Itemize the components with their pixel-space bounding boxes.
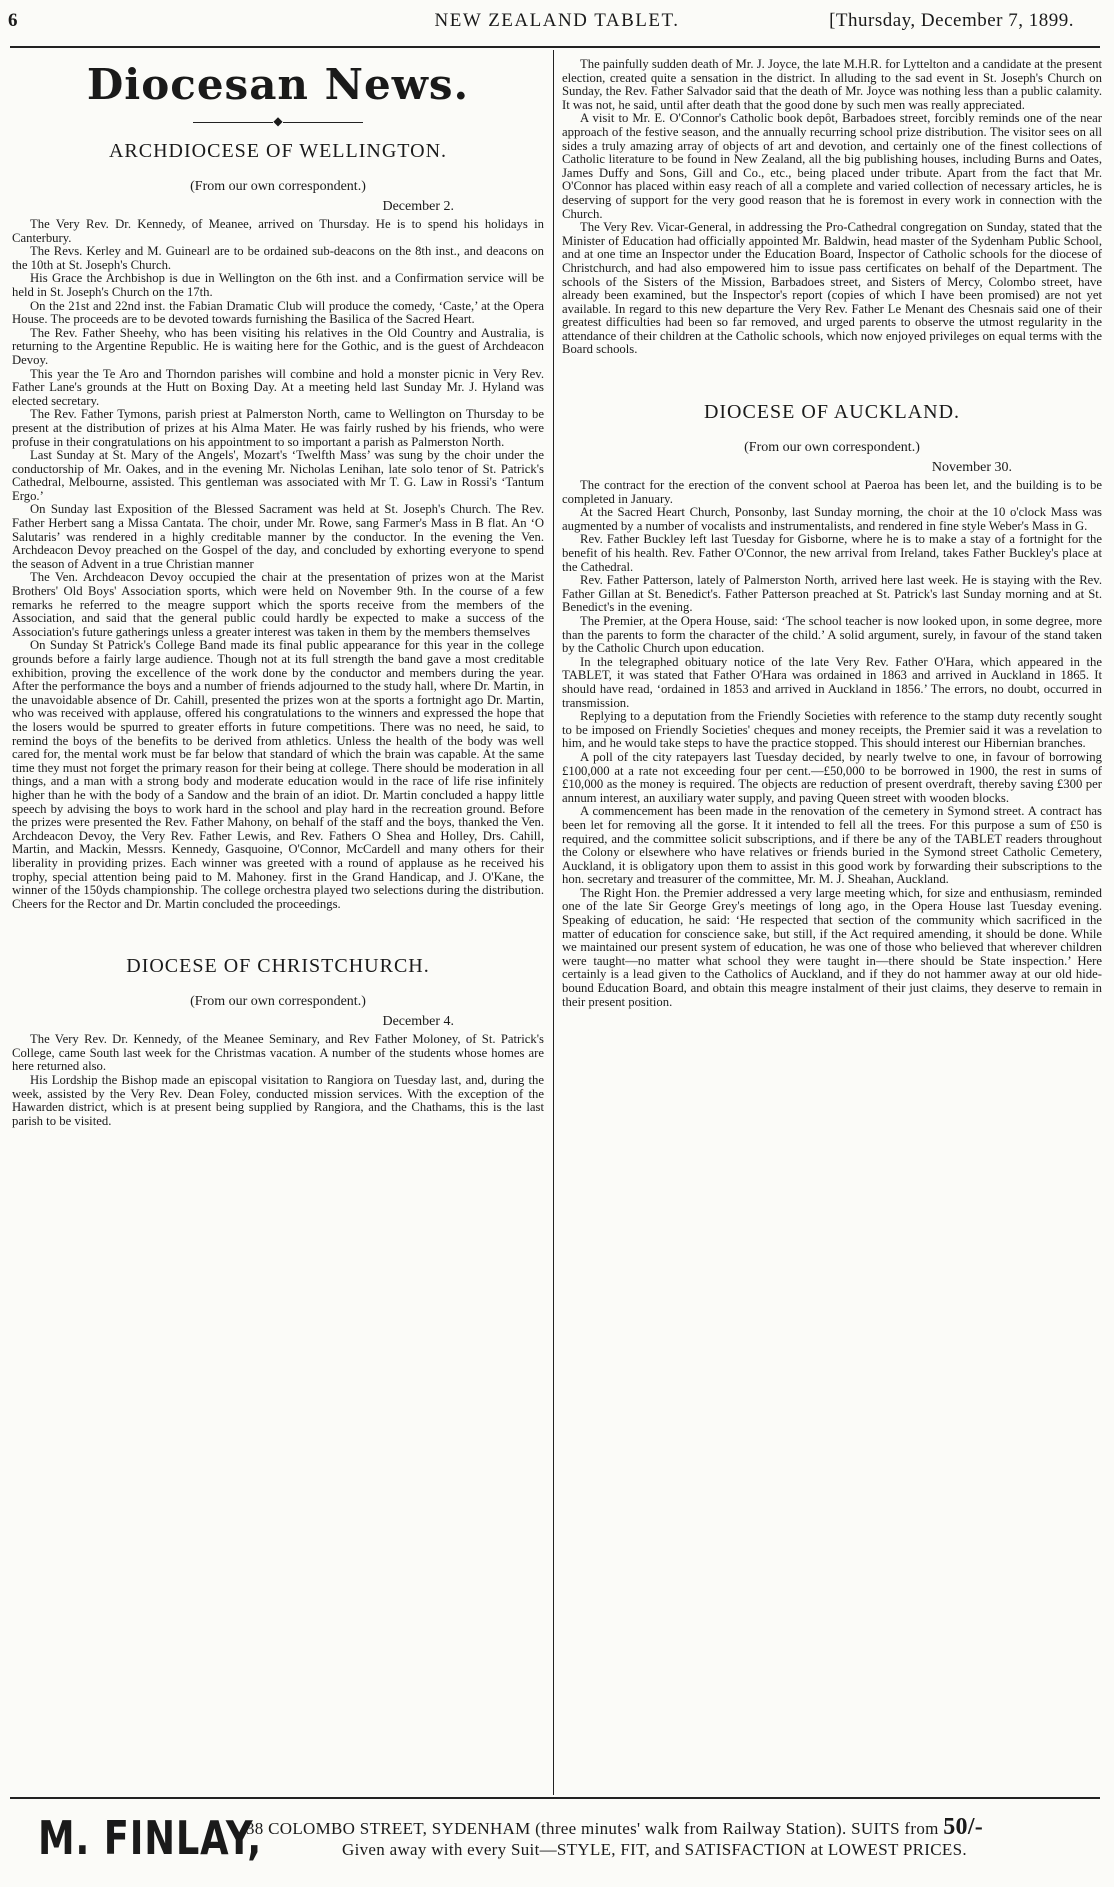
paragraph: A visit to Mr. E. O'Connor's Catholic book depôt, Barbadoes street, forcibly reminds one of the near approach of the festive season, and the annually recurring school prize distribution. The visitor sees on all sides a truly amazing array of objects of art and devotion, and certainly one of the finest collections of Catholic literature to be found in New Zealand, all the big publishing houses, including Burns and Oates, James Duffy and Sons, Gill and Co., etc., being placed under tribute. Apart from the fact that Mr. O'Connor has placed within easy reach of all a complete and varied collection of necessary articles, he is deserving of support for the very good reason that he is foremost in every work in connection with the Church. [562, 111, 1102, 221]
footer-rule [10, 1797, 1100, 1799]
byline-christchurch: (From our own correspondent.) [190, 994, 366, 1010]
header-rule [10, 46, 1100, 48]
running-header [0, 10, 1114, 40]
paragraph: On Sunday last Exposition of the Blessed Sacrament was held at St. Joseph's Church. The Rev. Father Herbert sang a Missa Cantata. The choir, under Mr. Rowe, sang Farmer's Mass in B flat. An ‘O Salutaris’ was rendered in a highly creditable manner by the conductor. In the evening the Ven. Archdeacon Devoy preached on the Gospel of the day, and concluded by exhorting everyone to spend the season of Advent in a true Christian manner [12, 502, 544, 571]
paragraph: The Rev. Father Sheehy, who has been visiting his relatives in the Old Country and Australia, is returning to the Argentine Republic. He is waiting here for the Gothic, and is the guest of Archdeacon Devoy. [12, 325, 544, 367]
byline-auckland: (From our own correspondent.) [744, 440, 920, 456]
paragraph: The Ven. Archdeacon Devoy occupied the chair at the presentation of prizes won at the Marist Brothers' Old Boys' Association sports, which were held on November 9th. In the course of a few remarks he referred to the meagre support which the sports receive from the members of the Association, and said that the general public could hardly be expected to make a success of the Association's future gatherings unless a greater interest was taken in them by the members themselves [12, 570, 544, 639]
paragraph: A poll of the city ratepayers last Tuesday decided, by nearly twelve to one, in favour of borrowing £100,000 at a rate not exceeding four per cent.—£50,000 to be borrowed in 1900, the rest in sums of £10,000 as the money is required. The objects are reduction of present overdraft, thereby saving £300 per annum interest, an auxiliary water supply, and paving Queen street with wooden blocks. [562, 749, 1102, 805]
dateline-auckland: November 30. [931, 460, 1012, 476]
paragraph: The Revs. Kerley and M. Guinearl are to be ordained sub-deacons on the 8th inst., and deacons on the 10th at St. Joseph's Church. [12, 244, 544, 272]
paper-title: NEW ZEALAND TABLET. [434, 10, 680, 31]
heading-christchurch: DIOCESE OF CHRISTCHURCH. [126, 955, 430, 978]
right-column [562, 58, 1102, 1790]
paragraph: The Right Hon. the Premier addressed a very large meeting which, for size and enthusiasm, reminded one of the late Sir George Grey's meetings of long ago, in the Opera House last Tuesday evening. Speaking of education, he said: ‘He respected that section of the community which sacrificed in the matter of education for conscience sake, but still, if the Act required amending, it should be done. While we maintained our present system of education, he was one of those who believed that wherever children were taught—no matter what school they were taught in—there should be State inspection.’ Here certainly is a lead given to the Catholics of Auckland, and if they do not hammer away at our old hide-bound Education Board, and obtain this meagre instalment of their just claims, they deserve to remain in their present position. [562, 885, 1102, 1009]
paragraph: In the telegraphed obituary notice of the late Very Rev. Father O'Hara, which appeared in the TABLET, it was stated that Father O'Hara was ordained in 1863 and arrived in Auckland in 1865. It should have read, ‘ordained in 1853 and arrived in Auckland in 1856.’ The errors, no doubt, occurred in transmission. [562, 654, 1102, 710]
section-masthead: Diocesan News. [86, 60, 470, 109]
dateline-christchurch: December 4. [382, 1014, 454, 1030]
paragraph: This year the Te Aro and Thorndon parishes will combine and hold a monster picnic in Very Rev. Father Lane's grounds at the Hutt on Boxing Day. At a meeting held last Sunday Mr. J. Hyland was elected secretary. [12, 366, 544, 408]
paragraph: Replying to a deputation from the Friendly Societies with reference to the stamp duty recently sought to be imposed on Friendly Societies' cheques and money receipts, the Premier said it was a revelation to him, and he would take steps to have the practice stopped. This should interest our Hibernian branches. [562, 709, 1102, 751]
paragraph: Rev. Father Patterson, lately of Palmerston North, arrived here last week. He is staying with the Rev. Father Gillan at St. Benedict's. Father Patterson preached at St. Patrick's last Sunday morning and at St. Benedict's in the evening. [562, 573, 1102, 615]
paragraph: Last Sunday at St. Mary of the Angels', Mozart's ‘Twelfth Mass’ was sung by the choir under the conductorship of Mr. Oakes, and in the evening Mr. Nicholas Lenihan, late solo tenor of St. Patrick's Cathedral, Melbourne, assisted. This gentleman was associated with Mr T. G. Law in Rossi's ‘Tantum Ergo.’ [12, 448, 544, 503]
byline-wellington: (From our own correspondent.) [190, 179, 366, 194]
paragraph: His Grace the Archbishop is due in Wellington on the 6th inst. and a Confirmation service will be held in St. Joseph's Church on the 17th. [12, 271, 544, 299]
left-column [12, 58, 544, 1790]
paragraph: The Very Rev. Vicar-General, in addressing the Pro-Cathedral congregation on Sunday, stated that the Minister of Education had officially appointed Mr. Baldwin, head master of the Sydenham Public School, and at one time an Inspector under the Education Board, Inspector of Catholic schools for the diocese of Christchurch, and had also empowered him to issue pass certificates on behalf of the Department. The schools of the Sisters of the Mission, Barbadoes street, and Sisters of Mercy, Colombo street, have already been examined, but the Inspector's report (copies of which I have been promised) are not yet available. In regard to this new departure the Very Rev. Father Le Menant des Chesnais said one of their greatest difficulties had been so far removed, and urged parents to observe the utmost regularity in the attendance of their children at the Catholic schools, which now enjoyed privileges on equal terms with the Board schools. [562, 220, 1102, 357]
paragraph: A commencement has been made in the renovation of the cemetery in Symond street. A contract has been let for removing all the gorse. It it intended to fell all the trees. For this purpose a sum of £50 is required, and the committee solicit subscriptions, and if there be any of the TABLET readers throughout the Colony or elsewhere who have relatives or friends buried in the Symond street Catholic Cemetery, Auckland, it is obligatory upon them to assist in this good work by forwarding their subscriptions to the hon. secretary and treasurer of the committee, Mr. M. J. Sheahan, Auckland. [562, 804, 1102, 887]
paragraph: The Rev. Father Tymons, parish priest at Palmerston North, came to Wellington on Thursday to be present at the distribution of prizes at his Alma Mater. He was fairly rushed by his friends, who were profuse in their congratulations on his appointment to so important a parish as Palmerston North. [12, 407, 544, 449]
paragraph: At the Sacred Heart Church, Ponsonby, last Sunday morning, the choir at the 10 o'clock Mass was augmented by a number of vocalists and instrumentalists, and rendered in fine style Weber's Mass in G. [562, 505, 1102, 533]
paragraph: The painfully sudden death of Mr. J. Joyce, the late M.H.R. for Lyttelton and a candidate at the present election, created quite a sensation in the district. In alluding to the sad event in St. Joseph's Church on Sunday, the Rev. Father Salvador said that the death of Mr. Joyce was nothing less than a public calamity. It was not, he said, until after death that the good done by such men was really appreciated. [562, 58, 1102, 112]
paragraph: The contract for the erection of the convent school at Paeroa has been let, and the building is to be completed in January. [562, 478, 1102, 506]
paragraph: His Lordship the Bishop made an episcopal visitation to Rangiora on Tuesday last, and, during the week, assisted by the Very Rev. Dean Foley, conducted mission services. With the exception of the Hawarden district, which is at present being supplied by Rangiora, and the Chathams, this is the last parish to be visited. [12, 1073, 544, 1128]
ad-tagline: Given away with every Suit—STYLE, FIT, and SATISFACTION at LOWEST PRICES. [342, 1840, 967, 1859]
dateline-wellington: December 2. [382, 199, 454, 214]
heading-wellington: ARCHDIOCESE OF WELLINGTON. [108, 140, 448, 162]
issue-date: [Thursday, December 7, 1899. [829, 10, 1074, 31]
heading-auckland: DIOCESE OF AUCKLAND. [703, 401, 961, 424]
paragraph: The Premier, at the Opera House, said: ‘The school teacher is now looked upon, in some degree, more than the parents to form the character of the child.’ A solid argument, surely, in favour of the stand taken by the Catholic Church upon education. [562, 614, 1102, 656]
paragraph: The Very Rev. Dr. Kennedy, of Meanee, arrived on Thursday. He is to spend his holidays in Canterbury. [12, 217, 544, 245]
ad-address-line [246, 1814, 983, 1841]
paragraph: The Very Rev. Dr. Kennedy, of the Meanee Seminary, and Rev Father Moloney, of St. Patrick's College, came South last week for the Christmas vacation. A number of the students whose homes are here returned also. [12, 1032, 544, 1074]
paragraph: On Sunday St Patrick's College Band made its final public appearance for this year in the college grounds before a fairly large audience. Though not at its full strength the band gave a most creditable exhibition, proving the excellence of the work done by the conductor and members during the year. After the performance the boys and a number of friends adjourned to the study hall, where Dr. Martin, in the unavoidable absence of Dr. Cahill, presented the prizes won at the sports a fortnight ago Dr. Martin, who was received with applause, offered his congratulations to the winners and expressed the hope that the losers would be spurred to greater efforts in future competitions. There was no need, he said, to remind the boys of the benefits to be derived from athletics. Unless the health of the body was well cared for, the mental work must be far below that standard of which the brain was capable. At the same time they must not forget the primary reason for their being at college. There should be moderation in all things, and a man with a strong body and moderate education would in the race of life rise infinitely higher than he with the body of a Sandow and the brain of an idiot. Dr. Martin concluded a happy little speech by advising the boys to work hard in the school and play hard in the recreation ground. Before the prizes were presented the Rev. Father Mahony, on behalf of the staff and the boys, thanked the Ven. Archdeacon Devoy, the Very Rev. Father Lewis, and Rev. Fathers O Shea and Holley, Drs. Cahill, Martin, and Mackin, Messrs. Kennedy, Gasquoine, O'Connor, McCardell and many others for their liberality in providing prizes. Each winner was greeted with a round of applause as he received his trophy, special attention being paid to M. Mahoney. first in the Grand Handicap, and J. O'Kane, the winner of the 150yds championship. The college orchestra played two selections during the distribution. Cheers for the Rector and Dr. Martin concluded the proceedings. [12, 638, 544, 911]
masthead-ornament [12, 114, 544, 128]
page-number: 6 [8, 10, 18, 31]
ad-address-text: 38 COLOMBO STREET, SYDENHAM (three minutes' walk from Railway Station). SUITS from [246, 1819, 939, 1838]
advertisement [12, 1808, 1102, 1878]
ad-price: 50/- [943, 1814, 984, 1840]
paragraph: Rev. Father Buckley left last Tuesday for Gisborne, where he is to make a stay of a fortnight for the benefit of his health. Rev. Father O'Connor, the new arrival from Ireland, takes Father Buckley's place at the Cathedral. [562, 532, 1102, 574]
advertiser-name: M. FINLAY, [38, 1811, 262, 1865]
diamond-icon: ◆ [273, 114, 283, 128]
column-rule [553, 50, 554, 1795]
paragraph: On the 21st and 22nd inst. the Fabian Dramatic Club will produce the comedy, ‘Caste,’ at the Opera House. The proceeds are to be devoted towards furnishing the Basilica of the Sacred Heart. [12, 298, 544, 327]
